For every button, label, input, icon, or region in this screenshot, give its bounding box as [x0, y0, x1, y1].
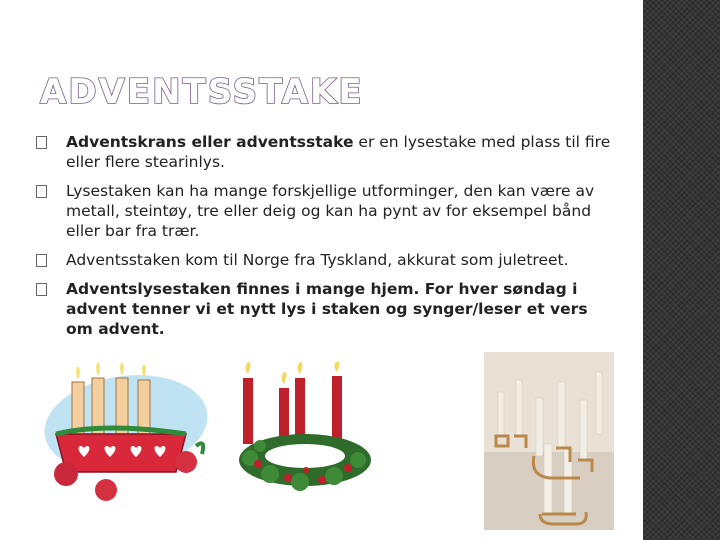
- decorative-side-panel: [640, 0, 720, 540]
- bullet-text: Lysestaken kan ha mange forskjellige utforminger, den kan være av metall, steintøy, tre eller deig og kan ha pynt av for eksempel bånd eller bar fra trær.: [66, 182, 595, 240]
- brass-candle-holders-photo-icon: [484, 352, 614, 530]
- bullet-box-icon: [36, 136, 47, 149]
- bullet-list: [36, 132, 616, 348]
- advent-wreath-four-red-candles-icon: [230, 362, 380, 502]
- bullet-box-icon: [36, 185, 47, 198]
- bullet-item: [36, 181, 616, 241]
- bullet-item: [36, 132, 616, 172]
- bullet-text: er en lysestake med plass til fire eller flere stearinlys.: [66, 133, 611, 171]
- bullet-item: [36, 279, 616, 339]
- bullet-box-icon: [36, 254, 47, 267]
- bullet-box-icon: [36, 283, 47, 296]
- bullet-text: Adventsstaken kom til Norge fra Tyskland, akkurat som juletreet.: [66, 251, 569, 269]
- bullet-bold-text: Adventskrans eller adventsstake: [66, 133, 354, 151]
- bullet-item: [36, 250, 616, 270]
- slide-title: ADVENTSSTAKE: [40, 72, 364, 112]
- bullet-bold-text: Adventslysestaken finnes i mange hjem. For hver søndag i advent tenner vi et nytt lys i staken og synger/leser et vers om advent.: [66, 280, 588, 338]
- advent-candle-sleigh-clipart-icon: [36, 362, 216, 507]
